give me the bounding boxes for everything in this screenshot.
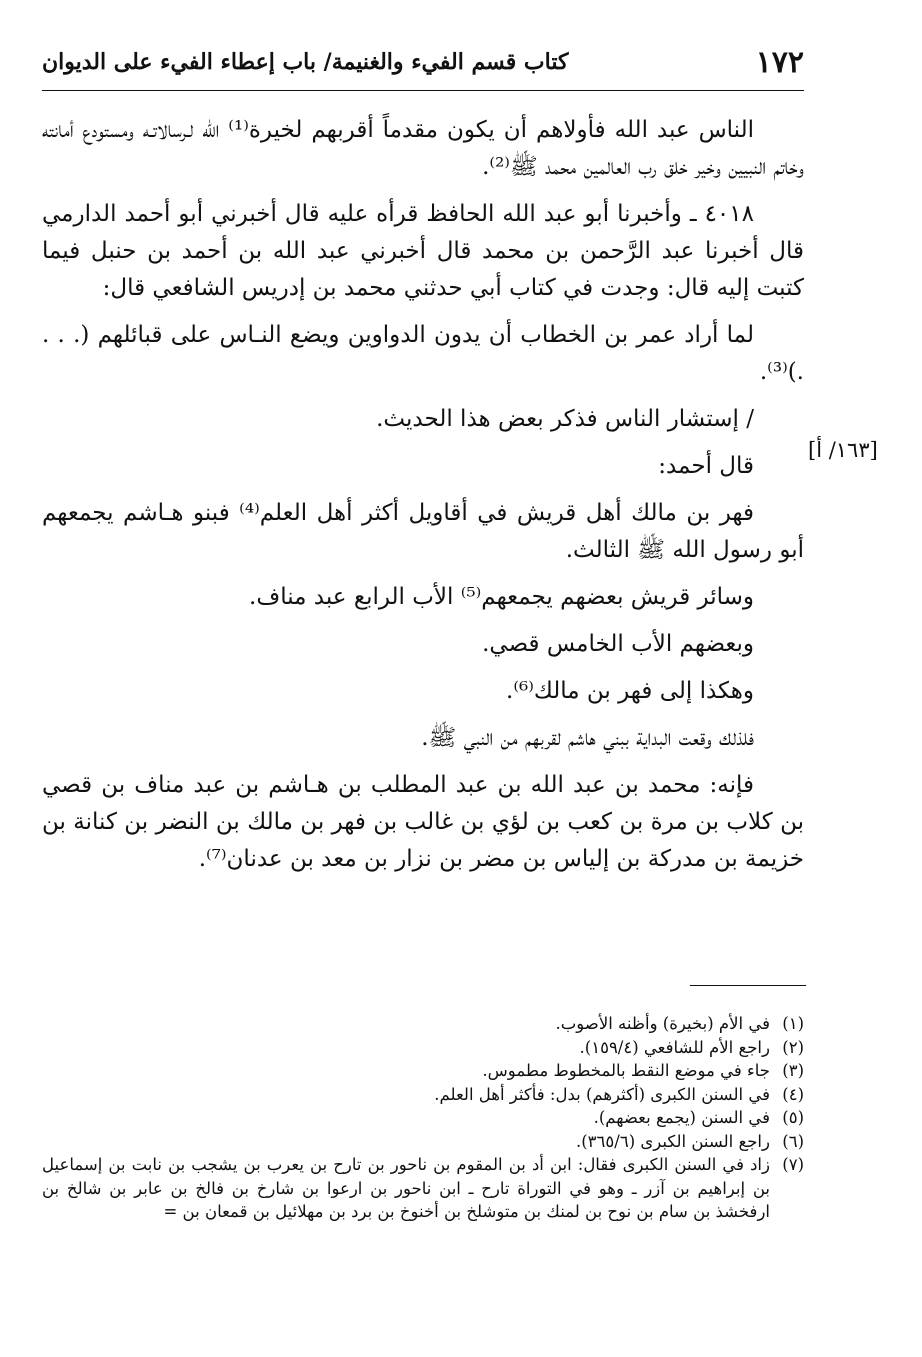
footnote-number: (٧) <box>782 1155 804 1174</box>
footnote-text: في السنن (يجمع بعضهم). <box>593 1108 770 1127</box>
paragraph: فهر بن مالك أهل قريش في أقاويل أكثر أهل العلم⁽⁴⁾ فبنو هـاشم يجمعهم أبو رسول الله ﷺ الثالث. <box>42 500 804 563</box>
footnote <box>42 1059 804 1083</box>
footnote <box>42 1012 804 1036</box>
running-title: كتاب قسم الفيء والغنيمة/ باب إعطاء الفيء على الديوان <box>42 49 569 75</box>
paragraph: قال أحمد: <box>658 453 754 479</box>
footnote-number: (٦) <box>782 1131 804 1151</box>
footnote-text: جاء في موضع النقط بالمخطوط مطموس. <box>482 1061 770 1080</box>
manuscript-folio-ref: [١٦٣/ أ] <box>808 438 878 462</box>
page-number: ١٧٢ <box>755 44 804 80</box>
hadith-paragraph: ٤٠١٨ ـ وأخبرنا أبو عبد الله الحافظ قرأه عليه قال أخبرني أبو أحمد الدارمي قال أخبرنا عبد الرَّحمن بن محمد قال أخبرني عبد الله بن أحمد بن حنبل فيما كتبت إليه قال: وجدت في كتاب أبي حدثني محمد بن إدريس الشافعي قال: <box>42 201 804 301</box>
paragraph: فلذلك وقعت البداية ببني هاشم لقربهم من النبي ﷺ. <box>421 725 754 751</box>
footnote-text: زاد في السنن الكبرى فقال: ابن أد بن المقوم بن ناحور بن تارح بن يعرب بن يشجب بن نابت بن إسماعيل بن إبراهيم بن آزر ـ وهو في التوراة تارح ـ ابن ناحور بن ارعوا بن شارخ بن فالخ بن عابر بن شالخ بن ارفخشذ بن سام بن نوح بن لمنك بن متوشلخ بن أخنوخ بن برد بن مهلائيل بن قمعان بن = <box>42 1155 770 1221</box>
footnote-number: (٣) <box>782 1061 804 1080</box>
paragraph: وهكذا إلى فهر بن مالك⁽⁶⁾. <box>506 678 754 704</box>
footnote-text: راجع الأم للشافعي (١٥٩/٤). <box>579 1037 770 1057</box>
footnote-text: راجع السنن الكبرى (٣٦٥/٦). <box>575 1131 770 1151</box>
footnote <box>42 1036 804 1060</box>
footnote-text: في السنن الكبرى (أكثرهم) بدل: فأكثر أهل العلم. <box>434 1084 770 1104</box>
footnote <box>42 1106 804 1130</box>
footnote-number: (٤) <box>782 1084 804 1104</box>
quote-paragraph: لما أراد عمر بن الخطاب أن يدون الدواوين ويضع النـاس على قبائلهم (. . . .)⁽³⁾. <box>42 322 804 385</box>
footnote <box>42 1130 804 1154</box>
footnote-rule <box>690 985 806 986</box>
paragraph: / إستشار الناس فذكر بعض هذا الحديث. <box>376 406 754 432</box>
footnote-number: (٢) <box>782 1037 804 1057</box>
paragraph: وسائر قريش بعضهم يجمعهم⁽⁵⁾ الأب الرابع عبد مناف. <box>249 584 754 610</box>
footnote <box>42 1083 804 1107</box>
page-header <box>42 40 804 84</box>
footnote-number: (٥) <box>782 1108 804 1127</box>
header-rule <box>42 90 804 91</box>
paragraph: وبعضهم الأب الخامس قصي. <box>482 631 754 657</box>
main-text <box>42 112 804 888</box>
footnote-text: في الأم (بخيرة) وأظنه الأصوب. <box>555 1014 770 1033</box>
paragraph: الناس عبد الله فأولاهم أن يكون مقدماً أقربهم لخيرة⁽¹⁾ الله لـرسالاتـه ومستودع أمانته وخاتم النبيين وخير خلق رب العالمين محمد ﷺ⁽²⁾. <box>42 117 804 180</box>
footnote <box>42 1153 804 1224</box>
footnote-number: (١) <box>782 1014 804 1033</box>
footnotes <box>42 1012 804 1224</box>
lineage-paragraph: فإنه: محمد بن عبد الله بن عبد المطلب بن هـاشم بن عبد مناف بن قصي بن كلاب بن مرة بن كعب بن لؤي بن غالب بن فهر بن مالك بن النضر بن كنانة بن خزيمة بن مدركة بن إلياس بن مضر بن نزار بن معد بن عدنان⁽⁷⁾. <box>42 772 804 872</box>
